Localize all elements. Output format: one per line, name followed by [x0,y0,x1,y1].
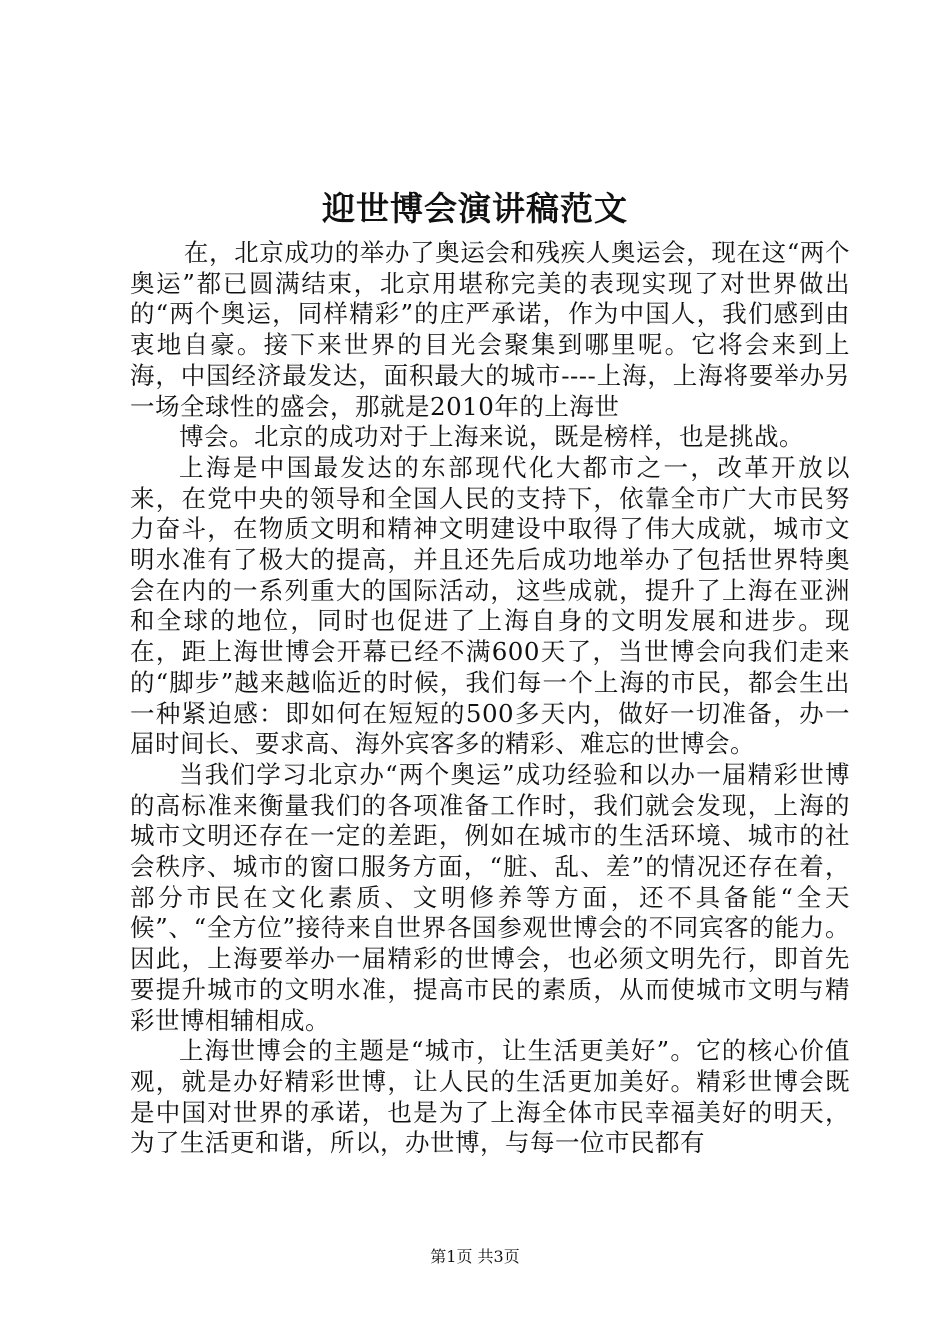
paragraph-1: 在，北京成功的举办了奥运会和残疾人奥运会，现在这“两个奥运”都已圆满结束，北京用堪称完美的表现实现了对世界做出的“两个奥运，同样精彩”的庄严承诺，作为中国人，我们感到由衷地自豪。接下来世界的目光会聚集到哪里呢。它将会来到上海，中国经济最发达，面积最大的城市----上海，上海将要举办另一场全球性的盛会，那就是2010年的上海世 [130,238,850,421]
paragraph-4: 当我们学习北京办“两个奥运”成功经验和以办一届精彩世博的高标准来衡量我们的各项准备工作时，我们就会发现，上海的城市文明还存在一定的差距，例如在城市的生活环境、城市的社会秩序、城市的窗口服务方面，“脏、乱、差”的情况还存在着，部分市民在文化素质、文明修养等方面，还不具备能“全天候”、“全方位”接待来自世界各国参观世博会的不同宾客的能力。因此，上海要举办一届精彩的世博会，也必须文明先行，即首先要提升城市的文明水准，提高市民的素质，从而使城市文明与精彩世博相辅相成。 [130,759,850,1035]
document-title: 迎世博会演讲稿范文 [322,189,628,228]
paragraph-2: 博会。北京的成功对于上海来说，既是榜样，也是挑战。 [179,422,804,452]
page-footer: 第1页 共3页 [430,1247,520,1266]
paragraph-5: 上海世博会的主题是“城市，让生活更美好”。它的核心价值观，就是办好精彩世博，让人民的生活更加美好。精彩世博会既是中国对世界的承诺，也是为了上海全体市民幸福美好的明天，为了生活更和谐，所以，办世博，与每一位市民都有 [130,1036,850,1158]
paragraph-3: 上海是中国最发达的东部现代化大都市之一，改革开放以来，在党中央的领导和全国人民的支持下，依靠全市广大市民努力奋斗，在物质文明和精神文明建设中取得了伟大成就，城市文明水准有了极大的提高，并且还先后成功地举办了包括世界特奥会在内的一系列重大的国际活动，这些成就，提升了上海在亚洲和全球的地位，同时也促进了上海自身的文明发展和进步。现在，距上海世博会开幕已经不满600天了，当世博会向我们走来的“脚步”越来越临近的时候，我们每一个上海的市民，都会生出一种紧迫感：即如何在短短的500多天内，做好一切准备，办一届时间长、要求高、海外宾客多的精彩、难忘的世博会。 [130,452,850,759]
document-body [130,238,850,1159]
